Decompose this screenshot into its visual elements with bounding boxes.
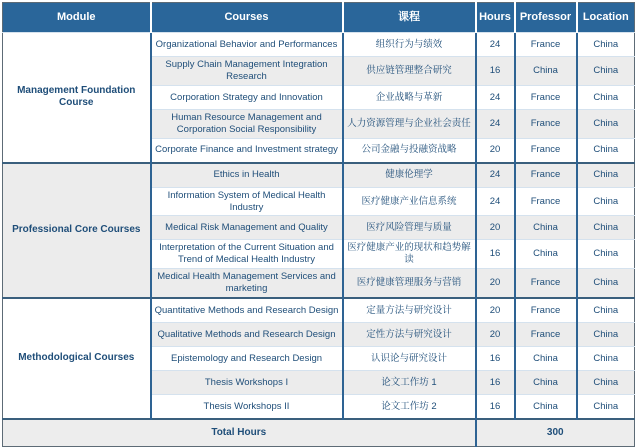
module-group-professional-core [3,163,635,298]
hours-cell: 20 [476,216,515,240]
total-hours-label: Total Hours [3,419,476,447]
course-zh-cell: 企业战略与革新 [343,85,476,109]
location-cell: China [577,85,635,109]
hours-cell: 16 [476,57,515,86]
header-hours: Hours [476,3,515,33]
professor-cell: China [515,57,577,86]
header-courses-zh: 课程 [343,3,476,33]
hours-cell: 20 [476,322,515,346]
course-zh-cell: 健康伦理学 [343,163,476,188]
table-row [3,163,635,188]
table-row [3,298,635,323]
table-row [3,33,635,57]
course-cell: Medical Risk Management and Quality [151,216,343,240]
header-location: Location [577,3,635,33]
professor-cell: China [515,370,577,394]
course-zh-cell: 论文工作坊 1 [343,370,476,394]
professor-cell: China [515,394,577,419]
header-professor: Professor [515,3,577,33]
course-cell: Medical Health Management Services and marketing [151,269,343,298]
header-module: Module [3,3,151,33]
header-row [3,3,635,33]
professor-cell: France [515,322,577,346]
location-cell: China [577,322,635,346]
course-cell: Information System of Medical Health Industry [151,187,343,216]
course-cell: Ethics in Health [151,163,343,188]
header-courses: Courses [151,3,343,33]
professor-cell: China [515,346,577,370]
course-cell: Organizational Behavior and Performances [151,33,343,57]
location-cell: China [577,138,635,163]
location-cell: China [577,370,635,394]
hours-cell: 24 [476,163,515,188]
course-zh-cell: 论文工作坊 2 [343,394,476,419]
course-zh-cell: 医疗健康产业的现状和趋势解读 [343,240,476,269]
course-cell: Quantitative Methods and Research Design [151,298,343,323]
location-cell: China [577,240,635,269]
location-cell: China [577,33,635,57]
hours-cell: 16 [476,370,515,394]
course-cell: Supply Chain Management Integration Research [151,57,343,86]
course-zh-cell: 定性方法与研究设计 [343,322,476,346]
course-cell: Corporate Finance and Investment strategy [151,138,343,163]
module-group-management-foundation [3,33,635,163]
course-cell: Thesis Workshops II [151,394,343,419]
hours-cell: 16 [476,240,515,269]
professor-cell: China [515,216,577,240]
course-zh-cell: 供应链管理整合研究 [343,57,476,86]
professor-cell: France [515,109,577,138]
location-cell: China [577,346,635,370]
course-zh-cell: 认识论与研究设计 [343,346,476,370]
professor-cell: France [515,269,577,298]
location-cell: China [577,394,635,419]
course-zh-cell: 人力资源管理与企业社会责任 [343,109,476,138]
course-cell: Corporation Strategy and Innovation [151,85,343,109]
location-cell: China [577,163,635,188]
course-cell: Qualitative Methods and Research Design [151,322,343,346]
professor-cell: France [515,187,577,216]
course-cell: Interpretation of the Current Situation and Trend of Medical Health Industry [151,240,343,269]
hours-cell: 24 [476,187,515,216]
curriculum-table [2,2,635,447]
professor-cell: France [515,298,577,323]
location-cell: China [577,109,635,138]
hours-cell: 24 [476,85,515,109]
course-zh-cell: 医疗健康管理服务与营销 [343,269,476,298]
course-zh-cell: 公司金融与投融资战略 [343,138,476,163]
course-zh-cell: 组织行为与绩效 [343,33,476,57]
table-header [3,3,635,33]
hours-cell: 24 [476,109,515,138]
professor-cell: France [515,163,577,188]
course-cell: Epistemology and Research Design [151,346,343,370]
hours-cell: 24 [476,33,515,57]
total-row [3,419,635,447]
hours-cell: 20 [476,269,515,298]
professor-cell: China [515,240,577,269]
module-group-methodological [3,298,635,419]
hours-cell: 20 [476,138,515,163]
professor-cell: France [515,85,577,109]
course-zh-cell: 医疗风险管理与质量 [343,216,476,240]
module-cell: Management Foundation Course [3,33,151,163]
location-cell: China [577,269,635,298]
module-cell: Professional Core Courses [3,163,151,298]
hours-cell: 20 [476,298,515,323]
total-hours-value: 300 [476,419,635,447]
course-cell: Human Resource Management and Corporation Social Responsibility [151,109,343,138]
location-cell: China [577,57,635,86]
location-cell: China [577,216,635,240]
table-footer [3,419,635,447]
course-zh-cell: 医疗健康产业信息系统 [343,187,476,216]
course-cell: Thesis Workshops I [151,370,343,394]
course-zh-cell: 定量方法与研究设计 [343,298,476,323]
module-cell: Methodological Courses [3,298,151,419]
location-cell: China [577,187,635,216]
hours-cell: 16 [476,394,515,419]
professor-cell: France [515,33,577,57]
professor-cell: France [515,138,577,163]
location-cell: China [577,298,635,323]
hours-cell: 16 [476,346,515,370]
